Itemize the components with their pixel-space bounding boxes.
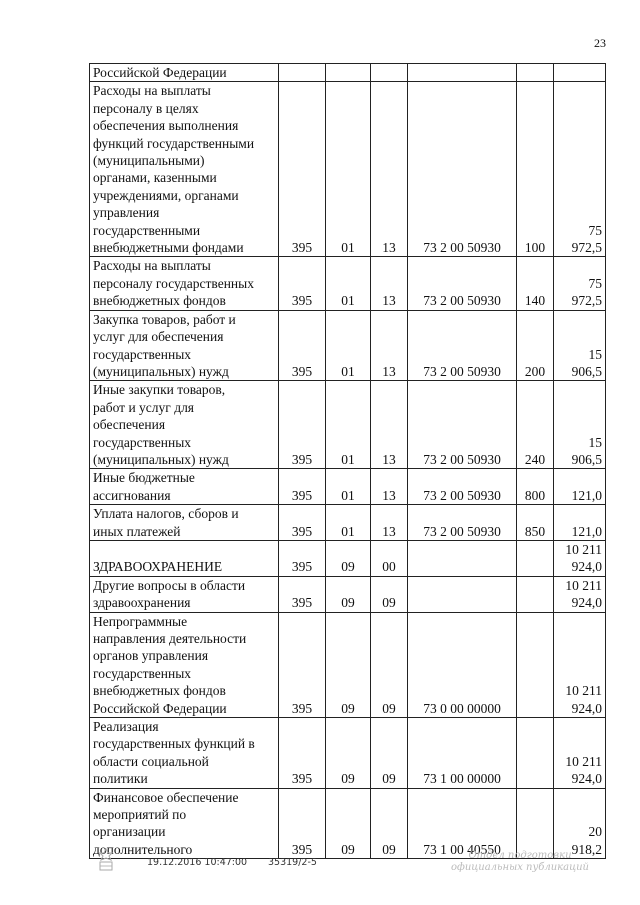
- row-expense-type-cell: [517, 540, 554, 576]
- row-section-cell: 09: [326, 576, 371, 612]
- row-name-cell: Расходы на выплаты персоналу государственных внебюджетных фондов: [90, 257, 279, 310]
- table-row: [90, 257, 606, 310]
- table-row: [90, 576, 606, 612]
- table-row: [90, 82, 606, 257]
- table-row: [90, 788, 606, 859]
- row-section-cell: 01: [326, 257, 371, 310]
- row-name-cell: Финансовое обеспечение мероприятий по организации дополнительного: [90, 788, 279, 859]
- row-amount-cell: 15 906,5: [554, 310, 606, 381]
- row-target-code-cell: [408, 64, 517, 82]
- row-amount-cell: 121,0: [554, 469, 606, 505]
- row-subsection-cell: 09: [371, 612, 408, 717]
- row-grbs-cell: 395: [279, 540, 326, 576]
- row-amount-cell: 10 211 924,0: [554, 718, 606, 789]
- row-amount-cell: 121,0: [554, 505, 606, 541]
- row-name-cell: Российской Федерации: [90, 64, 279, 82]
- row-amount-cell: [554, 64, 606, 82]
- row-subsection-cell: 13: [371, 82, 408, 257]
- row-grbs-cell: 395: [279, 718, 326, 789]
- row-name-cell: Уплата налогов, сборов и иных платежей: [90, 505, 279, 541]
- row-section-cell: [326, 64, 371, 82]
- row-subsection-cell: 13: [371, 310, 408, 381]
- row-name-cell: Расходы на выплаты персоналу в целях обеспечения выполнения функций государственными (муниципальными) органами, казенными учреждениями, органами управления государственными внебюджетными фондами: [90, 82, 279, 257]
- row-expense-type-cell: 100: [517, 82, 554, 257]
- table-row: [90, 612, 606, 717]
- page-number: 23: [594, 36, 606, 50]
- row-grbs-cell: 395: [279, 505, 326, 541]
- table-row: [90, 505, 606, 541]
- row-amount-cell: 10 211 924,0: [554, 540, 606, 576]
- row-subsection-cell: [371, 64, 408, 82]
- row-name-cell: Иные бюджетные ассигнования: [90, 469, 279, 505]
- row-expense-type-cell: [517, 788, 554, 859]
- footer-document-code: 35319/2-5: [268, 857, 317, 868]
- row-target-code-cell: 73 1 00 40550: [408, 788, 517, 859]
- row-target-code-cell: 73 2 00 50930: [408, 469, 517, 505]
- row-target-code-cell: [408, 576, 517, 612]
- row-target-code-cell: 73 2 00 50930: [408, 310, 517, 381]
- row-expense-type-cell: 240: [517, 381, 554, 469]
- row-target-code-cell: 73 2 00 50930: [408, 82, 517, 257]
- row-section-cell: 09: [326, 540, 371, 576]
- row-amount-cell: 10 211 924,0: [554, 576, 606, 612]
- table-row: [90, 310, 606, 381]
- row-expense-type-cell: [517, 64, 554, 82]
- row-target-code-cell: 73 2 00 50930: [408, 257, 517, 310]
- row-section-cell: 01: [326, 82, 371, 257]
- row-target-code-cell: 73 2 00 50930: [408, 381, 517, 469]
- table-row: [90, 381, 606, 469]
- row-subsection-cell: 09: [371, 718, 408, 789]
- row-amount-cell: 75 972,5: [554, 82, 606, 257]
- row-grbs-cell: [279, 64, 326, 82]
- row-section-cell: 01: [326, 310, 371, 381]
- emblem-icon: [96, 848, 116, 872]
- budget-table-body: [90, 64, 606, 859]
- table-row: [90, 718, 606, 789]
- row-section-cell: 01: [326, 505, 371, 541]
- row-target-code-cell: [408, 540, 517, 576]
- row-subsection-cell: 13: [371, 381, 408, 469]
- row-name-cell: Реализация государственных функций в области социальной политики: [90, 718, 279, 789]
- footer-date: 19.12.2016 10:47:00: [147, 857, 248, 868]
- row-name-cell: Непрограммные направления деятельности органов управления государственных внебюджетных фондов Российской Федерации: [90, 612, 279, 717]
- row-expense-type-cell: [517, 612, 554, 717]
- row-subsection-cell: 00: [371, 540, 408, 576]
- table-row: [90, 540, 606, 576]
- row-expense-type-cell: [517, 576, 554, 612]
- table-row: [90, 64, 606, 82]
- row-grbs-cell: 395: [279, 576, 326, 612]
- row-subsection-cell: 09: [371, 576, 408, 612]
- row-grbs-cell: 395: [279, 381, 326, 469]
- row-amount-cell: 10 211 924,0: [554, 612, 606, 717]
- row-expense-type-cell: 800: [517, 469, 554, 505]
- budget-table: [89, 63, 606, 859]
- row-subsection-cell: 13: [371, 469, 408, 505]
- row-grbs-cell: 395: [279, 82, 326, 257]
- row-section-cell: 09: [326, 612, 371, 717]
- row-target-code-cell: 73 0 00 00000: [408, 612, 517, 717]
- row-name-cell: Другие вопросы в области здравоохранения: [90, 576, 279, 612]
- row-expense-type-cell: 200: [517, 310, 554, 381]
- row-expense-type-cell: 850: [517, 505, 554, 541]
- row-name-cell: Иные закупки товаров, работ и услуг для обеспечения государственных (муниципальных) нужд: [90, 381, 279, 469]
- row-amount-cell: 75 972,5: [554, 257, 606, 310]
- row-section-cell: 01: [326, 469, 371, 505]
- row-subsection-cell: 09: [371, 788, 408, 859]
- row-section-cell: 01: [326, 381, 371, 469]
- publication-stamp: Отдел подготовки официальных публикаций: [451, 850, 589, 873]
- row-name-cell: ЗДРАВООХРАНЕНИЕ: [90, 540, 279, 576]
- row-name-cell: Закупка товаров, работ и услуг для обеспечения государственных (муниципальных) нужд: [90, 310, 279, 381]
- row-amount-cell: 20 918,2: [554, 788, 606, 859]
- row-subsection-cell: 13: [371, 505, 408, 541]
- row-expense-type-cell: [517, 718, 554, 789]
- row-section-cell: 09: [326, 718, 371, 789]
- row-section-cell: 09: [326, 788, 371, 859]
- row-amount-cell: 15 906,5: [554, 381, 606, 469]
- row-subsection-cell: 13: [371, 257, 408, 310]
- row-grbs-cell: 395: [279, 310, 326, 381]
- row-target-code-cell: 73 1 00 00000: [408, 718, 517, 789]
- row-grbs-cell: 395: [279, 257, 326, 310]
- row-expense-type-cell: 140: [517, 257, 554, 310]
- row-grbs-cell: 395: [279, 469, 326, 505]
- row-grbs-cell: 395: [279, 612, 326, 717]
- table-row: [90, 469, 606, 505]
- row-target-code-cell: 73 2 00 50930: [408, 505, 517, 541]
- row-grbs-cell: 395: [279, 788, 326, 859]
